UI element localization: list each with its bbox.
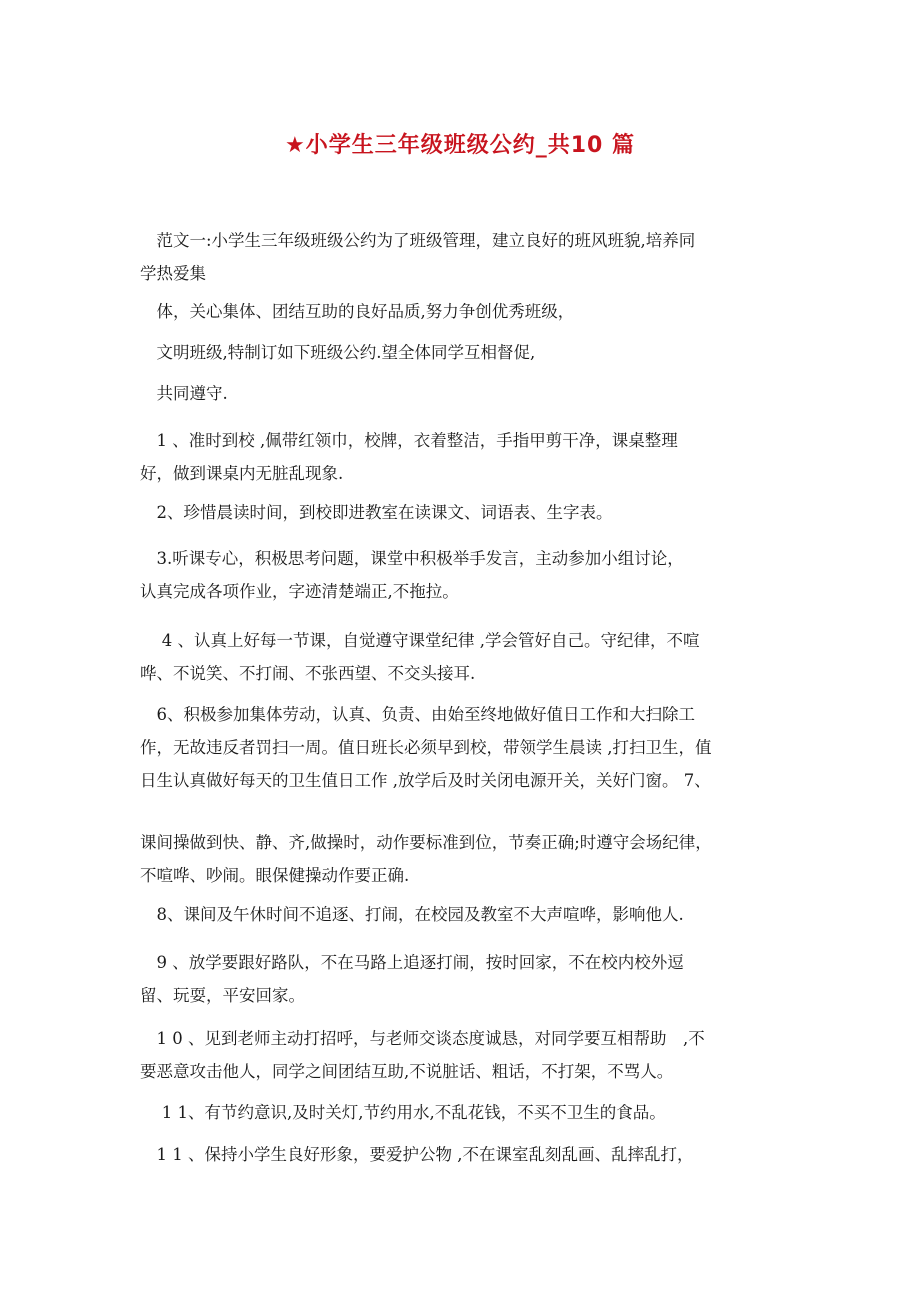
text-line: 作，无故违反者罚扫一周。值日班长必须早到校，带领学生晨读 ,打扫卫生，值	[140, 738, 712, 757]
rule-4	[140, 624, 790, 690]
text-line: 1 1 、保持小学生良好形象，要爱护公物 ,不在课室乱刻乱画、乱摔乱打，	[140, 1145, 694, 1164]
text-line: 3.听课专心，积极思考问题，课堂中积极举手发言，主动参加小组讨论，	[140, 549, 684, 568]
text-line: 学热爱集	[140, 264, 206, 283]
text-line: 课间操做到快、静、齐,做操时，动作要标准到位，节奏正确;时遵守会场纪律，	[140, 833, 712, 852]
text-line: 认真完成各项作业，字迹清楚端正,不拖拉。	[140, 582, 459, 601]
text-line: 文明班级,特制订如下班级公约.望全体同学互相督促,	[140, 343, 536, 362]
text-line: 1 0 、见到老师主动打招呼，与老师交谈态度诚恳，对同学要互相帮助 ,不	[140, 1029, 705, 1048]
rule-11a	[140, 1096, 790, 1129]
rule-7	[140, 826, 790, 892]
paragraph	[140, 295, 790, 328]
rule-3	[140, 542, 790, 608]
paragraph-intro	[140, 224, 790, 290]
text-line: 9 、放学要跟好路队，不在马路上追逐打闹，按时回家，不在校内校外逗	[140, 953, 684, 972]
paragraph	[140, 377, 790, 410]
rule-9	[140, 946, 790, 1012]
text-line: 好，做到课桌内无脏乱现象.	[140, 464, 344, 483]
text-line: 范文一:小学生三年级班级公约为了班级管理，建立良好的班风班貌,培养同	[140, 231, 696, 250]
rule-8	[140, 898, 790, 931]
document-title: ★小学生三年级班级公约_共10 篇	[285, 133, 635, 158]
paragraph	[140, 336, 790, 369]
rule-10	[140, 1022, 790, 1088]
rule-6	[140, 698, 790, 797]
rule-2	[140, 496, 790, 529]
text-line: 8、课间及午休时间不追逐、打闹，在校园及教室不大声喧哗，影响他人.	[140, 905, 684, 924]
text-line: 4 、认真上好每一节课，自觉遵守课堂纪律 ,学会管好自己。守纪律，不喧	[140, 631, 700, 650]
text-line: 哗、不说笑、不打闹、不张西望、不交头接耳.	[140, 664, 476, 683]
text-line: 体，关心集体、团结互助的良好品质,努力争创优秀班级，	[140, 302, 575, 321]
text-line: 共同遵守.	[140, 384, 228, 403]
text-line: 1 1、有节约意识,及时关灯,节约用水,不乱花钱，不买不卫生的食品。	[140, 1103, 666, 1122]
text-line: 要恶意攻击他人，同学之间团结互助,不说脏话、粗话，不打架，不骂人。	[140, 1062, 674, 1081]
text-line: 1 、准时到校 ,佩带红领巾，校牌，衣着整洁，手指甲剪干净，课桌整理	[140, 431, 678, 450]
text-line: 日生认真做好每天的卫生值日工作 ,放学后及时关闭电源开关，关好门窗。 7、	[140, 771, 711, 790]
text-line: 6、积极参加集体劳动，认真、负责、由始至终地做好值日工作和大扫除工	[140, 705, 695, 724]
text-line: 2、珍惜晨读时间，到校即进教室在读课文、词语表、生字表。	[140, 503, 613, 522]
text-line: 不喧哗、吵闹。眼保健操动作要正确.	[140, 866, 410, 885]
rule-11b	[140, 1138, 790, 1171]
rule-1	[140, 424, 790, 490]
text-line: 留、玩耍，平安回家。	[140, 986, 305, 1005]
